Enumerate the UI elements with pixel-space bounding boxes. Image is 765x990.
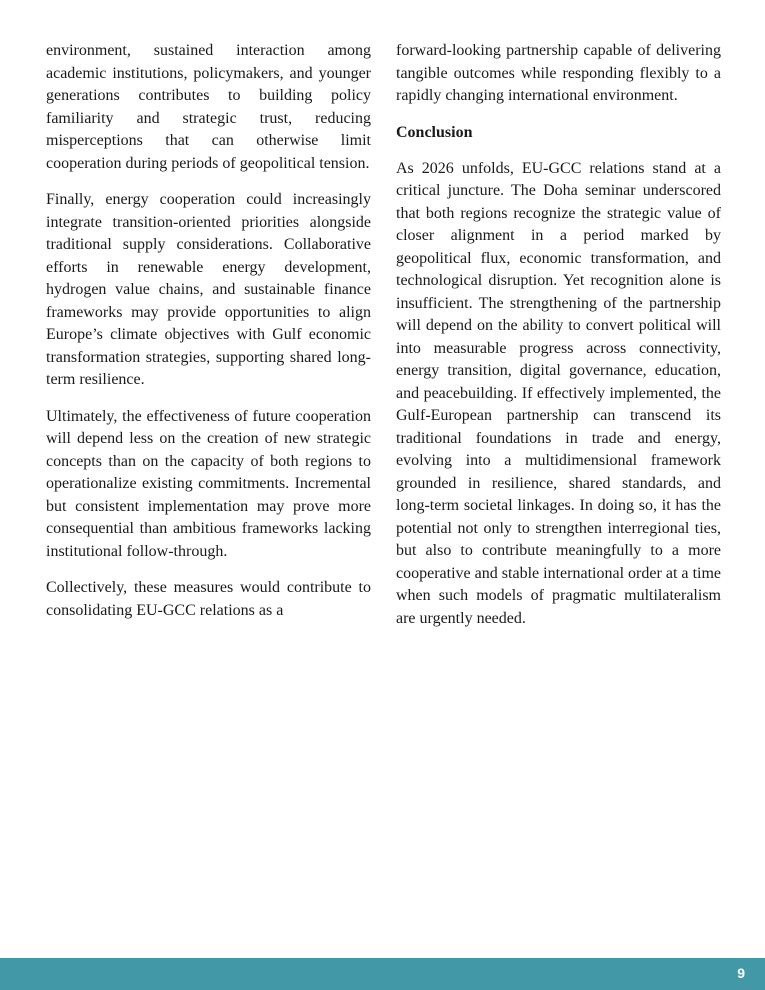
body-paragraph: Finally, energy cooperation could increasingly integrate transition-oriented priorities alongside traditional supply considerations. Collaborative efforts in renewable energy development, hydrogen value chains, and sustainable finance frameworks may provide opportunities to align Europe’s climate objectives with Gulf economic transformation strategies, supporting shared long-term resilience. [46, 191, 371, 388]
left-column [46, 40, 371, 636]
body-paragraph: Ultimately, the effectiveness of future cooperation will depend less on the creation of new strategic concepts than on the capacity of both regions to operationalize existing commitments. Incremental but consistent implementation may prove more consequential than ambitious frameworks lacking institutional follow-through. [46, 407, 371, 560]
conclusion-paragraph: As 2026 unfolds, EU-GCC relations stand at a critical juncture. The Doha seminar underscored that both regions recognize the strategic value of closer alignment in a period marked by geopolitical flux, economic transformation, and technological disruption. Yet recognition alone is insufficient. The strengthening of the partnership will depend on the ability to convert political will into measurable progress across connectivity, energy transition, digital governance, education, and peacebuilding. If effectively implemented, the Gulf-European partnership can transcend its traditional foundations in trade and energy, evolving into a multidimensional framework grounded in resilience, shared standards, and long-term societal linkages. In doing so, it has the potential not only to strengthen interregional ties, but also to contribute meaningfully to a more cooperative and stable international order at a time when such models of pragmatic multilateralism are urgently needed. [396, 159, 721, 627]
body-paragraph: Collectively, these measures would contribute to consolidating EU-GCC relations as a [46, 579, 371, 619]
section-heading: Conclusion [396, 123, 473, 141]
right-column [396, 40, 721, 644]
page-number: 9 [737, 965, 745, 981]
body-paragraph: forward-looking partnership capable of delivering tangible outcomes while responding flexibly to a rapidly changing international environment. [396, 42, 721, 104]
footer-bar [0, 958, 765, 990]
body-paragraph: environment, sustained interaction among academic institutions, policymakers, and younger generations contributes to building policy familiarity and strategic trust, reducing misperceptions that can otherwise limit cooperation during periods of geopolitical tension. [46, 42, 371, 172]
